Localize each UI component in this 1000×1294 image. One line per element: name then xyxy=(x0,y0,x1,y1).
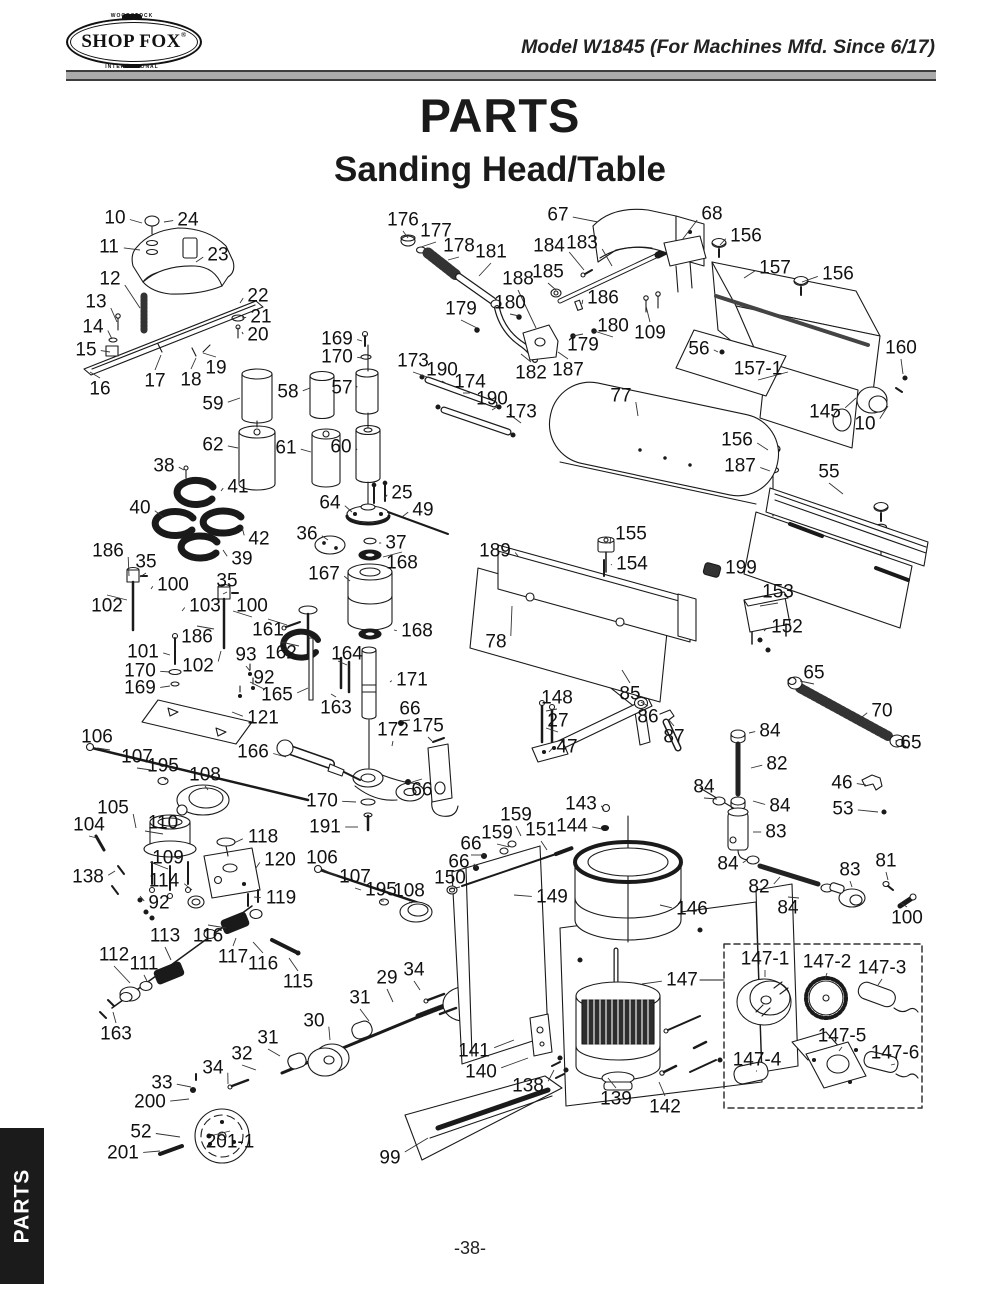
callout-leader xyxy=(144,975,147,981)
part-callout-147-3: 147-3 xyxy=(857,957,907,979)
part-callout-173: 173 xyxy=(505,401,537,423)
part-callout-70: 70 xyxy=(871,700,893,722)
callout-leader xyxy=(114,966,130,983)
part-callout-29: 29 xyxy=(376,967,398,989)
part-callout-113: 113 xyxy=(149,925,181,947)
callout-leader xyxy=(901,359,903,374)
part-callout-164: 164 xyxy=(331,643,363,665)
part-callout-160: 160 xyxy=(885,337,917,359)
part-callout-156: 156 xyxy=(721,429,753,451)
part-callout-35: 35 xyxy=(135,551,157,573)
part-callout-103: 103 xyxy=(189,595,221,617)
part-callout-112: 112 xyxy=(98,944,130,966)
part-callout-106: 106 xyxy=(81,726,113,748)
part-callout-180: 180 xyxy=(494,292,526,314)
part-callout-32: 32 xyxy=(231,1043,253,1065)
part-callout-191: 191 xyxy=(309,816,341,838)
callout-leader xyxy=(749,732,755,733)
part-callout-141: 141 xyxy=(458,1040,490,1062)
diagram-artwork xyxy=(84,209,928,1163)
part-callout-163: 163 xyxy=(320,697,352,719)
part-callout-77: 77 xyxy=(610,385,632,407)
callout-leader xyxy=(221,488,223,491)
part-callout-176: 176 xyxy=(387,209,419,231)
callout-leader xyxy=(228,446,238,448)
callout-leader xyxy=(143,1151,160,1152)
callout-leader xyxy=(582,300,583,304)
part-callout-109: 109 xyxy=(634,322,666,344)
part-callout-19: 19 xyxy=(205,357,227,379)
part-callout-119: 119 xyxy=(265,887,297,909)
part-callout-12: 12 xyxy=(99,268,121,290)
part-callout-58: 58 xyxy=(277,381,299,403)
part-callout-25: 25 xyxy=(391,482,413,504)
callout-leader xyxy=(125,285,140,308)
callout-leader xyxy=(829,483,843,494)
part-callout-85: 85 xyxy=(619,683,641,705)
part-callout-67: 67 xyxy=(547,204,569,226)
callout-leader xyxy=(256,862,260,868)
callout-leader xyxy=(170,1099,189,1101)
part-callout-83: 83 xyxy=(839,859,861,881)
callout-leader xyxy=(342,801,356,802)
callout-leader xyxy=(448,257,459,260)
part-callout-65: 65 xyxy=(900,732,922,754)
callout-leader xyxy=(774,877,780,884)
callout-leader xyxy=(228,398,240,402)
callout-leader xyxy=(516,826,521,836)
part-callout-104: 104 xyxy=(73,814,105,836)
part-callout-190: 190 xyxy=(476,388,508,410)
callout-leader xyxy=(360,1009,369,1021)
part-callout-201-1: 201-1 xyxy=(205,1131,255,1153)
part-callout-40: 40 xyxy=(129,497,151,519)
part-callout-121: 121 xyxy=(247,707,279,729)
part-callout-11: 11 xyxy=(99,236,119,258)
part-callout-140: 140 xyxy=(465,1061,497,1083)
part-callout-146: 146 xyxy=(676,898,708,920)
part-callout-84: 84 xyxy=(769,795,791,817)
part-callout-181: 181 xyxy=(475,241,507,263)
part-callout-100: 100 xyxy=(236,595,268,617)
callout-leader xyxy=(240,298,243,303)
callout-leader xyxy=(113,1012,116,1023)
callout-leader xyxy=(421,242,436,247)
callout-leader xyxy=(344,576,350,581)
part-callout-149: 149 xyxy=(536,886,568,908)
part-callout-195: 195 xyxy=(147,755,179,777)
part-callout-179: 179 xyxy=(445,298,477,320)
part-callout-120: 120 xyxy=(264,849,296,871)
part-callout-186: 186 xyxy=(92,540,124,562)
page-subtitle: Sanding Head/Table xyxy=(334,150,666,189)
part-callout-155: 155 xyxy=(615,523,647,545)
part-callout-84: 84 xyxy=(693,776,715,798)
callout-leader xyxy=(573,217,598,222)
part-callout-35: 35 xyxy=(216,570,238,592)
part-callout-14: 14 xyxy=(82,316,104,338)
part-callout-138: 138 xyxy=(72,866,104,888)
callout-leader xyxy=(592,827,602,829)
part-callout-182: 182 xyxy=(515,362,547,384)
callout-leader xyxy=(218,651,221,662)
part-callout-174: 174 xyxy=(454,371,486,393)
part-callout-177: 177 xyxy=(420,220,452,242)
callout-leader xyxy=(387,989,393,1002)
callout-leader xyxy=(850,881,852,887)
part-callout-116: 116 xyxy=(247,953,279,975)
part-callout-147-4: 147-4 xyxy=(732,1049,782,1071)
part-callout-42: 42 xyxy=(248,528,270,550)
callout-leader xyxy=(177,1084,191,1087)
part-callout-154: 154 xyxy=(616,553,648,575)
part-callout-156: 156 xyxy=(822,263,854,285)
part-callout-187: 187 xyxy=(724,455,756,477)
part-callout-147-5: 147-5 xyxy=(817,1025,867,1047)
callout-leader xyxy=(108,871,115,875)
part-callout-199: 199 xyxy=(725,557,757,579)
part-callout-33: 33 xyxy=(151,1072,173,1094)
side-tab-label: PARTS xyxy=(10,1168,33,1244)
part-callout-10: 10 xyxy=(104,207,126,229)
part-callout-81: 81 xyxy=(875,850,897,872)
callout-leader xyxy=(179,467,184,470)
part-callout-148: 148 xyxy=(541,687,573,709)
callout-leader xyxy=(130,220,142,224)
part-callout-92: 92 xyxy=(253,667,275,689)
part-callout-99: 99 xyxy=(379,1147,401,1169)
part-callout-172: 172 xyxy=(377,719,409,741)
part-callout-184: 184 xyxy=(533,235,565,257)
part-callout-175: 175 xyxy=(412,715,444,737)
callout-leader xyxy=(357,340,362,341)
part-callout-109: 109 xyxy=(152,847,184,869)
part-callout-170: 170 xyxy=(321,346,353,368)
part-callout-201: 201 xyxy=(107,1142,139,1164)
callout-leader xyxy=(390,681,392,682)
part-callout-10: 10 xyxy=(854,413,876,435)
part-callout-161: 161 xyxy=(252,619,284,641)
part-callout-169: 169 xyxy=(321,328,353,350)
part-callout-102: 102 xyxy=(182,655,214,677)
part-callout-167: 167 xyxy=(308,563,340,585)
callout-leader xyxy=(289,958,298,971)
part-callout-157: 157 xyxy=(759,257,791,279)
callout-leader xyxy=(242,332,243,334)
part-callout-53: 53 xyxy=(832,798,854,820)
callout-leader xyxy=(246,666,250,671)
part-callout-145: 145 xyxy=(809,401,841,423)
callout-leader xyxy=(878,979,882,985)
part-callout-23: 23 xyxy=(207,244,229,266)
callout-leader xyxy=(541,841,547,850)
callout-leader xyxy=(155,355,161,370)
part-callout-47: 47 xyxy=(556,736,578,758)
part-callout-107: 107 xyxy=(339,866,371,888)
logo-arc-top: WOODSTOCK xyxy=(110,13,154,19)
part-callout-93: 93 xyxy=(235,644,257,666)
part-callout-139: 139 xyxy=(600,1088,632,1110)
part-callout-190: 190 xyxy=(426,359,458,381)
part-callout-57: 57 xyxy=(331,377,353,399)
part-callout-66: 66 xyxy=(399,698,421,720)
part-callout-166: 166 xyxy=(237,741,269,763)
part-callout-151: 151 xyxy=(525,819,557,841)
part-callout-62: 62 xyxy=(202,434,224,456)
part-callout-188: 188 xyxy=(502,268,534,290)
callout-leader xyxy=(303,388,310,391)
part-callout-183: 183 xyxy=(566,232,598,254)
callout-leader xyxy=(156,1134,180,1138)
side-tab-parts xyxy=(0,1128,44,1284)
callout-leader xyxy=(569,252,584,270)
page-title: PARTS xyxy=(419,89,581,142)
callout-leader xyxy=(428,737,432,741)
part-callout-102: 102 xyxy=(91,595,123,617)
part-callout-105: 105 xyxy=(97,797,129,819)
callout-leader xyxy=(165,947,171,960)
part-callout-18: 18 xyxy=(180,369,202,391)
part-callout-173: 173 xyxy=(397,350,429,372)
part-callout-159: 159 xyxy=(500,804,532,826)
part-callout-31: 31 xyxy=(349,987,371,1009)
callout-leader xyxy=(414,981,420,990)
callout-leader xyxy=(501,1058,528,1068)
callout-leader xyxy=(862,713,867,717)
callout-leader xyxy=(232,712,243,716)
callout-leader xyxy=(858,810,878,812)
part-callout-115: 115 xyxy=(282,971,314,993)
part-callout-61: 61 xyxy=(275,437,297,459)
part-callout-41: 41 xyxy=(227,476,249,498)
callout-leader xyxy=(253,942,263,953)
part-callout-189: 189 xyxy=(479,540,511,562)
part-callout-157-1: 157-1 xyxy=(733,358,783,380)
part-callout-84: 84 xyxy=(777,897,799,919)
part-callout-187: 187 xyxy=(552,359,584,381)
part-callout-16: 16 xyxy=(89,378,111,400)
part-callout-186: 186 xyxy=(587,287,619,309)
part-callout-147-2: 147-2 xyxy=(802,951,852,973)
logo-arc-bottom: INTERNATIONAL xyxy=(105,64,159,70)
part-callout-178: 178 xyxy=(443,235,475,257)
callout-leader xyxy=(394,630,397,631)
part-callout-82: 82 xyxy=(748,876,770,898)
callout-leader xyxy=(203,353,216,357)
callout-leader xyxy=(548,283,556,290)
part-callout-163: 163 xyxy=(100,1023,132,1045)
callout-leader xyxy=(268,1049,280,1056)
part-callout-66: 66 xyxy=(411,779,433,801)
part-callout-31: 31 xyxy=(257,1027,279,1049)
callout-leader xyxy=(461,320,477,328)
part-callout-92: 92 xyxy=(148,892,170,914)
part-callout-117: 117 xyxy=(217,946,249,968)
part-callout-86: 86 xyxy=(637,706,659,728)
part-callout-59: 59 xyxy=(202,393,224,415)
part-callout-147-1: 147-1 xyxy=(740,948,790,970)
part-callout-180: 180 xyxy=(597,315,629,337)
part-callout-49: 49 xyxy=(412,499,434,521)
callout-leader xyxy=(160,686,170,687)
part-callout-83: 83 xyxy=(765,821,787,843)
part-callout-108: 108 xyxy=(189,764,221,786)
callout-leader xyxy=(751,765,762,768)
part-callout-171: 171 xyxy=(396,669,428,691)
part-callout-106: 106 xyxy=(306,847,338,869)
part-callout-170: 170 xyxy=(124,660,156,682)
part-callout-165: 165 xyxy=(261,684,293,706)
part-callout-168: 168 xyxy=(386,552,418,574)
callout-leader xyxy=(297,688,308,693)
part-callout-66: 66 xyxy=(460,833,482,855)
part-callout-185: 185 xyxy=(532,261,564,283)
callout-leader xyxy=(108,331,112,339)
callout-leader xyxy=(191,358,196,369)
callout-leader xyxy=(254,897,261,898)
part-callout-159: 159 xyxy=(481,822,513,844)
part-callout-195: 195 xyxy=(365,879,397,901)
part-callout-108: 108 xyxy=(393,880,425,902)
part-callout-60: 60 xyxy=(330,436,352,458)
part-callout-186: 186 xyxy=(181,626,213,648)
part-callout-24: 24 xyxy=(177,209,199,231)
part-callout-17: 17 xyxy=(144,370,166,392)
part-callout-34: 34 xyxy=(202,1057,224,1079)
page-number: -38- xyxy=(453,1238,486,1258)
part-callout-114: 114 xyxy=(148,870,180,892)
part-callout-100: 100 xyxy=(891,907,923,929)
part-callout-144: 144 xyxy=(556,815,588,837)
model-line: Model W1845 (For Machines Mfd. Since 6/17) xyxy=(521,36,935,58)
callout-leader xyxy=(886,872,888,880)
callout-leader xyxy=(355,888,361,890)
part-callout-36: 36 xyxy=(296,523,318,545)
callout-leader xyxy=(223,550,227,556)
callout-leader xyxy=(133,814,136,828)
part-callout-100: 100 xyxy=(157,574,189,596)
part-callout-150: 150 xyxy=(434,867,466,889)
callout-leader xyxy=(479,263,491,276)
callout-leader xyxy=(497,844,509,847)
part-callout-152: 152 xyxy=(771,616,803,638)
part-callout-30: 30 xyxy=(303,1010,325,1032)
part-callout-64: 64 xyxy=(319,492,341,514)
part-callout-143: 143 xyxy=(565,793,597,815)
part-callout-200: 200 xyxy=(134,1091,166,1113)
part-callout-118: 118 xyxy=(247,826,279,848)
part-callout-111: 111 xyxy=(129,953,159,975)
part-callout-55: 55 xyxy=(818,461,840,483)
part-callout-39: 39 xyxy=(231,548,253,570)
callout-leader xyxy=(242,317,246,318)
part-callout-27: 27 xyxy=(547,710,569,732)
part-callout-168: 168 xyxy=(401,620,433,642)
part-callout-84: 84 xyxy=(717,853,739,875)
part-callout-179: 179 xyxy=(567,334,599,356)
callout-leader xyxy=(151,586,153,589)
part-callout-13: 13 xyxy=(85,291,107,313)
part-callout-116: 116 xyxy=(192,925,224,947)
callout-leader xyxy=(164,221,173,222)
callout-leader xyxy=(233,938,236,946)
part-callout-56: 56 xyxy=(688,338,710,360)
part-callout-68: 68 xyxy=(701,203,723,225)
part-callout-82: 82 xyxy=(766,753,788,775)
callout-leader xyxy=(753,801,765,805)
part-callout-22: 22 xyxy=(247,285,269,307)
part-callout-84: 84 xyxy=(759,720,781,742)
part-callout-147: 147 xyxy=(666,969,698,991)
part-callout-101: 101 xyxy=(127,641,159,663)
part-callout-15: 15 xyxy=(75,339,97,361)
part-callout-142: 142 xyxy=(649,1096,681,1118)
part-callout-156: 156 xyxy=(730,225,762,247)
callout-leader xyxy=(163,653,170,655)
callout-leader xyxy=(242,1065,256,1070)
part-callout-37: 37 xyxy=(385,532,407,554)
callout-leader xyxy=(646,306,650,322)
part-callout-21: 21 xyxy=(250,306,272,328)
part-callout-87: 87 xyxy=(663,726,685,748)
callout-leader xyxy=(329,1027,330,1040)
callout-leader xyxy=(234,839,243,843)
part-callout-169: 169 xyxy=(124,677,156,699)
part-callout-20: 20 xyxy=(247,324,269,346)
part-callout-147-6: 147-6 xyxy=(870,1042,920,1064)
logo-text: SHOP FOX® xyxy=(81,31,187,52)
callout-leader xyxy=(611,564,612,565)
part-callout-107: 107 xyxy=(121,746,153,768)
part-callout-78: 78 xyxy=(485,631,507,653)
part-callout-46: 46 xyxy=(831,772,853,794)
callout-leader xyxy=(743,860,747,863)
part-callout-138: 138 xyxy=(512,1075,544,1097)
part-callout-66: 66 xyxy=(448,851,470,873)
callout-leader xyxy=(182,608,185,612)
part-callout-170: 170 xyxy=(306,790,338,812)
callout-leader xyxy=(402,512,408,517)
part-callout-34: 34 xyxy=(403,959,425,981)
callout-leader xyxy=(301,449,311,452)
part-callout-38: 38 xyxy=(153,455,175,477)
part-callout-65: 65 xyxy=(803,662,825,684)
part-callout-110: 110 xyxy=(147,812,179,834)
part-callout-153: 153 xyxy=(762,581,794,603)
part-callout-52: 52 xyxy=(130,1121,152,1143)
callout-leader xyxy=(392,741,393,746)
callout-leader xyxy=(548,1070,554,1081)
part-callout-162: 162 xyxy=(265,642,297,664)
